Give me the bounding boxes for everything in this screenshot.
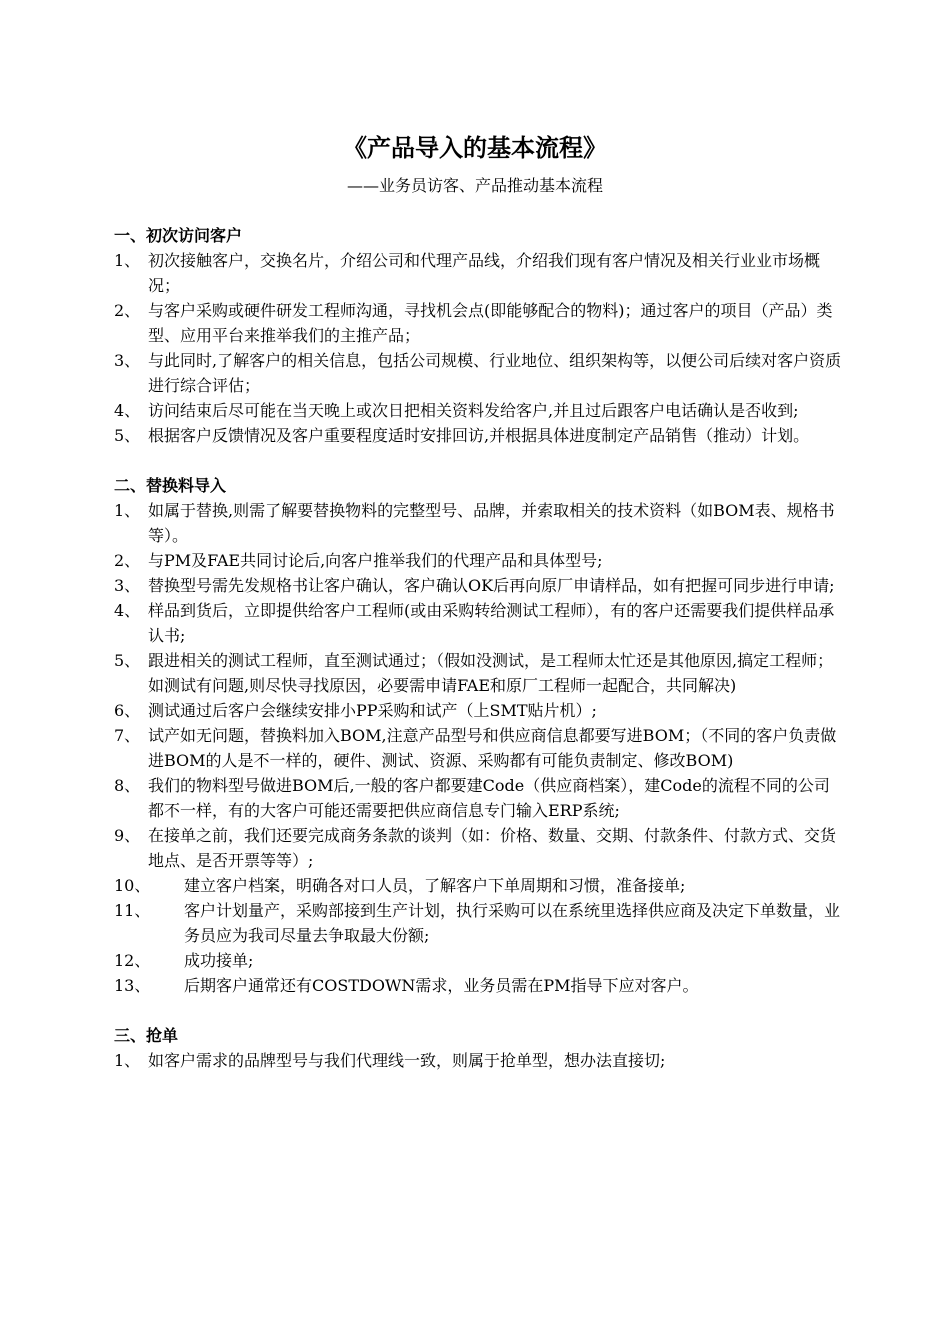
item-number: 12、 [114, 951, 151, 970]
item-number: 4、 [114, 401, 141, 420]
item-number: 7、 [114, 726, 141, 745]
list-item [114, 698, 844, 723]
item-number: 5、 [114, 426, 141, 445]
item-number: 11、 [114, 901, 151, 920]
item-text: 如客户需求的品牌型号与我们代理线一致，则属于抢单型，想办法直接切; [148, 1051, 666, 1070]
item-text: 建立客户档案，明确各对口人员，了解客户下单周期和习惯，准备接单; [184, 876, 686, 895]
item-text: 与PM及FAE共同讨论后,向客户推举我们的代理产品和具体型号; [148, 551, 603, 570]
item-number: 6、 [114, 701, 141, 720]
item-number: 9、 [114, 826, 141, 845]
list-item [114, 723, 844, 773]
item-number: 10、 [114, 876, 151, 895]
item-text: 试产如无问题，替换料加入BOM,注意产品型号和供应商信息都要写进BOM；（不同的客户负责做进BOM的人是不一样的，硬件、测试、资源、采购都有可能负责制定、修改BOM) [148, 726, 837, 770]
item-number: 5、 [114, 651, 141, 670]
section-spacer [114, 448, 844, 473]
item-number: 2、 [114, 301, 141, 320]
item-text: 成功接单; [184, 951, 254, 970]
list-item [114, 498, 844, 548]
section-heading: 三、抢单 [114, 1026, 179, 1045]
list-item [114, 948, 844, 973]
list-item [114, 548, 844, 573]
item-text: 客户计划量产，采购部接到生产计划，执行采购可以在系统里选择供应商及决定下单数量，业务员应为我司尽量去争取最大份额; [184, 901, 841, 945]
section-heading: 二、替换料导入 [114, 476, 227, 495]
list-item [114, 598, 844, 648]
item-text: 替换型号需先发规格书让客户确认，客户确认OK后再向原厂申请样品，如有把握可同步进行申请; [148, 576, 835, 595]
list-item [114, 823, 844, 873]
list-item [114, 648, 844, 698]
list-item [114, 348, 844, 398]
item-number: 8、 [114, 776, 141, 795]
document-body [114, 223, 844, 1073]
list-item [114, 773, 844, 823]
item-number: 1、 [114, 1051, 141, 1070]
section-spacer [114, 998, 844, 1023]
item-text: 与客户采购或硬件研发工程师沟通，寻找机会点(即能够配合的物料)；通过客户的项目（产品）类型、应用平台来推举我们的主推产品； [148, 301, 833, 345]
item-text: 后期客户通常还有COSTDOWN需求，业务员需在PM指导下应对客户。 [184, 976, 699, 995]
item-text: 初次接触客户，交换名片，介绍公司和代理产品线，介绍我们现有客户情况及相关行业业市场概况； [148, 251, 821, 295]
item-text: 如属于替换,则需了解要替换物料的完整型号、品牌，并索取相关的技术资料（如BOM表、规格书等）。 [148, 501, 835, 545]
item-text: 跟进相关的测试工程师，直至测试通过；（假如没测试，是工程师太忙还是其他原因,搞定工程师；如测试有问题,则尽快寻找原因，必要需申请FAE和原厂工程师一起配合，共同解决) [148, 651, 834, 695]
list-item [114, 898, 844, 948]
item-number: 1、 [114, 251, 141, 270]
item-text: 样品到货后，立即提供给客户工程师(或由采购转给测试工程师），有的客户还需要我们提供样品承认书; [148, 601, 835, 645]
section-heading: 一、初次访问客户 [114, 226, 243, 245]
list-item [114, 873, 844, 898]
item-number: 2、 [114, 551, 141, 570]
item-text: 与此同时,了解客户的相关信息，包括公司规模、行业地位、组织架构等，以便公司后续对客户资质进行综合评估； [148, 351, 842, 395]
list-item [114, 398, 844, 423]
document-subtitle: ——业务员访客、产品推动基本流程 [346, 176, 603, 195]
document-title: 《产品导入的基本流程》 [343, 133, 607, 162]
item-number: 13、 [114, 976, 151, 995]
list-item [114, 973, 844, 998]
item-number: 4、 [114, 601, 141, 620]
list-item [114, 248, 844, 298]
item-number: 1、 [114, 501, 141, 520]
item-text: 在接单之前，我们还要完成商务条款的谈判（如：价格、数量、交期、付款条件、付款方式、交货地点、是否开票等等）; [148, 826, 837, 870]
item-text: 访问结束后尽可能在当天晚上或次日把相关资料发给客户,并且过后跟客户电话确认是否收到; [148, 401, 799, 420]
list-item [114, 1048, 844, 1073]
item-text: 测试通过后客户会继续安排小PP采购和试产（上SMT贴片机）; [148, 701, 597, 720]
item-text: 根据客户反馈情况及客户重要程度适时安排回访,并根据具体进度制定产品销售（推动）计划。 [148, 426, 810, 445]
list-item [114, 423, 844, 448]
list-item [114, 298, 844, 348]
item-number: 3、 [114, 576, 141, 595]
item-text: 我们的物料型号做进BOM后,一般的客户都要建Code（供应商档案），建Code的流程不同的公司都不一样，有的大客户可能还需要把供应商信息专门输入ERP系统; [148, 776, 830, 820]
list-item [114, 573, 844, 598]
item-number: 3、 [114, 351, 141, 370]
